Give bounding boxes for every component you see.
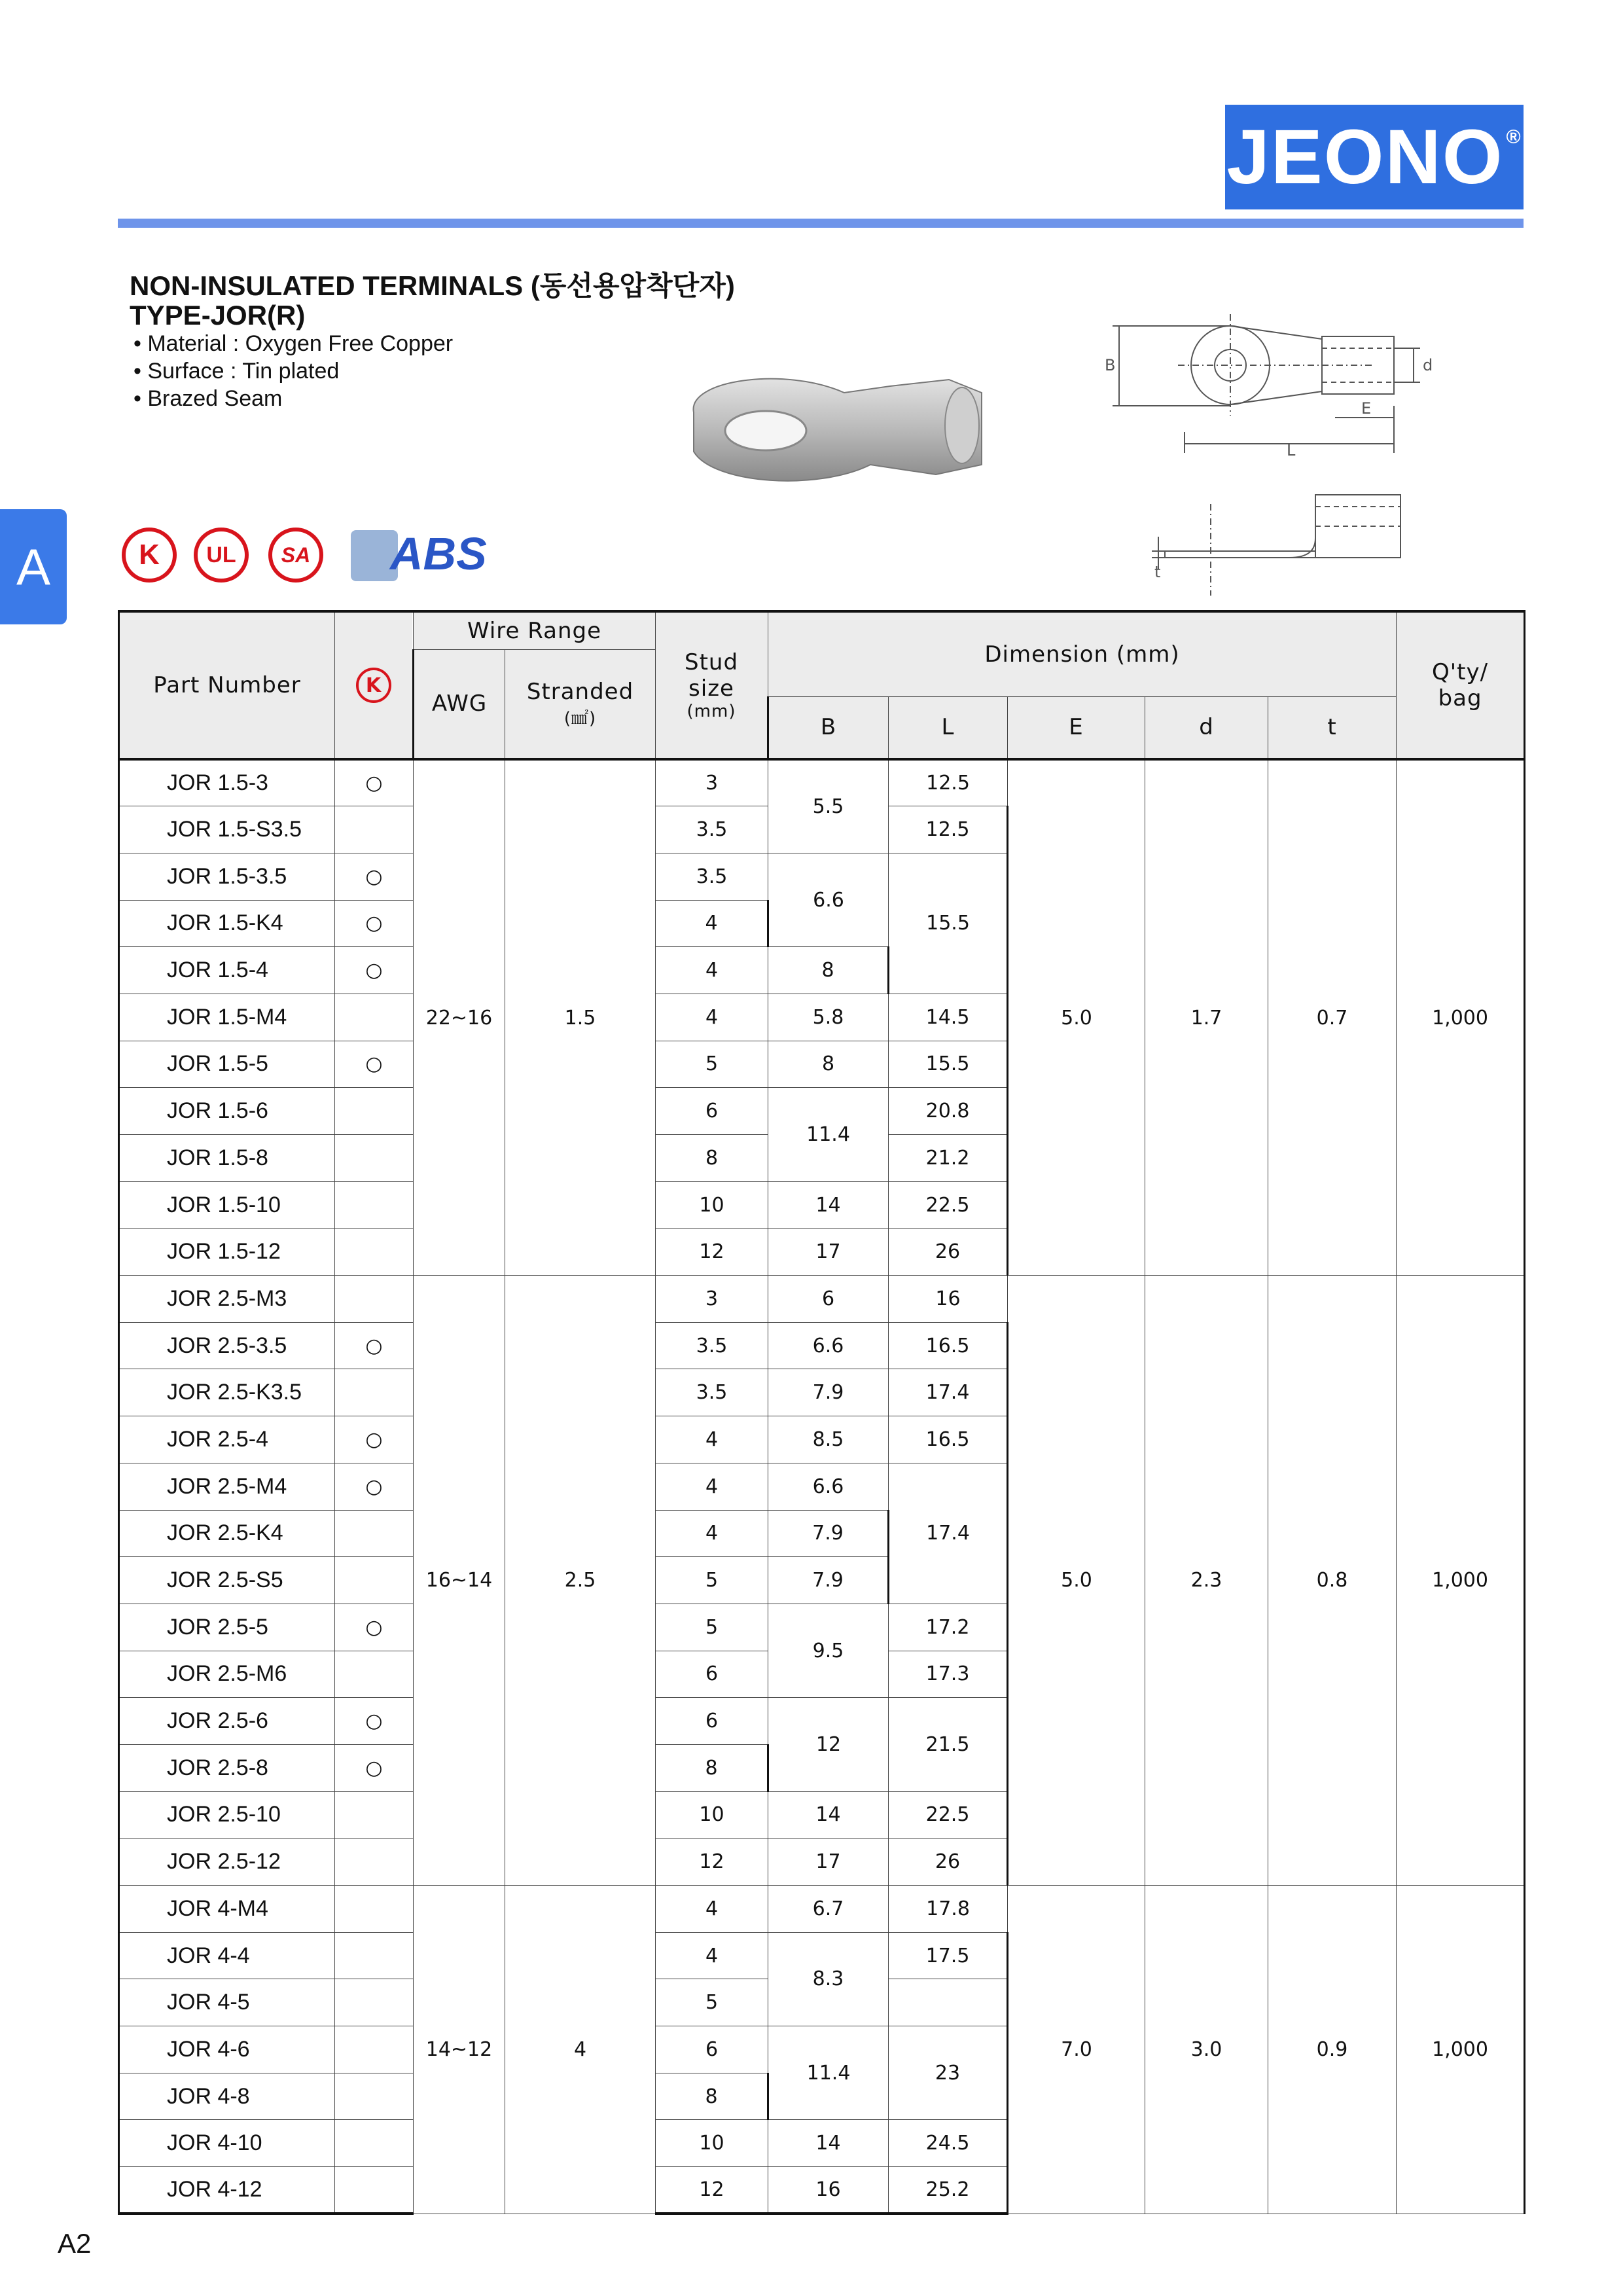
- kc-cert-cell: ○: [335, 853, 414, 900]
- registered-mark: ®: [1506, 126, 1522, 148]
- product-title: NON-INSULATED TERMINALS (동선용압착단자): [130, 270, 735, 301]
- part-number-cell: JOR 1.5-8: [119, 1135, 335, 1182]
- dim-label-t: t: [1154, 563, 1161, 581]
- stud-size-cell: 5: [656, 1041, 768, 1088]
- header-part-number: Part Number: [119, 611, 335, 759]
- dim-b-cell: 7.9: [768, 1369, 889, 1416]
- stud-size-cell: 3.5: [656, 1322, 768, 1369]
- part-number-cell: JOR 1.5-5: [119, 1041, 335, 1088]
- part-number-cell: JOR 2.5-M4: [119, 1463, 335, 1510]
- brand-name: JEONO: [1226, 114, 1504, 200]
- dim-l-cell: 17.2: [889, 1604, 1008, 1651]
- kc-cert-cell: ○: [335, 1744, 414, 1791]
- kc-cert-cell: ○: [335, 1416, 414, 1463]
- header-stranded-label: Stranded: [526, 678, 634, 705]
- kc-mark-logo: K: [122, 528, 177, 583]
- kc-cert-cell: ○: [335, 1041, 414, 1088]
- kc-cert-cell: ○: [335, 759, 414, 806]
- dim-l-cell: 17.5: [889, 1932, 1008, 1979]
- dim-b-cell: 8.5: [768, 1416, 889, 1463]
- spec-seam: • Brazed Seam: [134, 386, 283, 411]
- abs-logo: ABS: [390, 528, 487, 579]
- dim-l-cell: 24.5: [889, 2120, 1008, 2167]
- dim-d-cell: 3.0: [1145, 1886, 1268, 2214]
- dim-e-cell: 7.0: [1008, 1886, 1145, 2214]
- dim-l-cell: [889, 1979, 1008, 2026]
- part-number-cell: JOR 1.5-3.5: [119, 853, 335, 900]
- dim-l-cell: 16.5: [889, 1322, 1008, 1369]
- page-number: A2: [58, 2228, 92, 2259]
- part-number-cell: JOR 2.5-K4: [119, 1510, 335, 1557]
- dim-b-cell: 12: [768, 1698, 889, 1791]
- stranded-cell: 1.5: [505, 759, 656, 1276]
- header-stud-size: [656, 611, 768, 759]
- stud-size-cell: 6: [656, 1651, 768, 1698]
- dim-t-cell: 0.9: [1268, 1886, 1397, 2214]
- stud-size-cell: 5: [656, 1979, 768, 2026]
- dim-t-cell: 0.8: [1268, 1276, 1397, 1886]
- kc-cert-cell: [335, 1229, 414, 1276]
- spec-table: [118, 610, 1525, 2215]
- kc-cert-cell: ○: [335, 1322, 414, 1369]
- dim-label-d: d: [1423, 356, 1433, 374]
- dimension-drawing: [1099, 308, 1440, 596]
- stud-size-cell: 4: [656, 1416, 768, 1463]
- dim-b-cell: 11.4: [768, 1088, 889, 1181]
- dim-l-cell: 21.5: [889, 1698, 1008, 1791]
- part-number-cell: JOR 1.5-S3.5: [119, 806, 335, 853]
- ul-logo: UL: [194, 528, 249, 583]
- part-number-cell: JOR 1.5-4: [119, 947, 335, 994]
- part-number-cell: JOR 2.5-8: [119, 1744, 335, 1791]
- dim-b-cell: 7.9: [768, 1510, 889, 1557]
- dim-l-cell: 16: [889, 1276, 1008, 1323]
- dim-b-cell: 9.5: [768, 1604, 889, 1697]
- part-number-cell: JOR 1.5-M4: [119, 994, 335, 1041]
- spec-surface: • Surface : Tin plated: [134, 359, 340, 384]
- dim-b-cell: 6.6: [768, 1463, 889, 1510]
- kc-mark-icon: K: [356, 668, 391, 703]
- stud-size-cell: 12: [656, 2167, 768, 2214]
- header-stranded-unit: (㎟): [563, 708, 597, 728]
- header-bag-label: bag: [1438, 685, 1482, 711]
- kc-cert-cell: [335, 1369, 414, 1416]
- dim-label-e: E: [1361, 399, 1372, 418]
- dim-l-cell: 25.2: [889, 2167, 1008, 2214]
- spec-material: • Material : Oxygen Free Copper: [134, 331, 454, 356]
- dim-label-b: B: [1105, 356, 1116, 374]
- kc-cert-cell: [335, 1791, 414, 1839]
- awg-cell: 14~12: [414, 1886, 505, 2214]
- header-stud-label: Stud: [684, 649, 739, 675]
- part-number-cell: JOR 2.5-M6: [119, 1651, 335, 1698]
- part-number-cell: JOR 2.5-4: [119, 1416, 335, 1463]
- dim-l-cell: 14.5: [889, 994, 1008, 1041]
- kc-cert-cell: [335, 2073, 414, 2120]
- header-size-label: size: [688, 675, 734, 702]
- dim-b-cell: 6.6: [768, 1322, 889, 1369]
- header-dim-e: E: [1008, 696, 1145, 759]
- kc-cert-cell: [335, 1135, 414, 1182]
- header-qty: [1397, 611, 1525, 759]
- awg-cell: 22~16: [414, 759, 505, 1276]
- kc-cert-cell: [335, 1557, 414, 1604]
- dim-b-cell: 6: [768, 1276, 889, 1323]
- header-dim-l: L: [889, 696, 1008, 759]
- kc-cert-cell: [335, 1839, 414, 1886]
- dim-l-cell: 12.5: [889, 806, 1008, 853]
- stud-size-cell: 3.5: [656, 1369, 768, 1416]
- part-number-cell: JOR 4-6: [119, 2026, 335, 2073]
- part-number-cell: JOR 2.5-3.5: [119, 1322, 335, 1369]
- kc-cert-cell: [335, 2026, 414, 2073]
- part-number-cell: JOR 1.5-12: [119, 1229, 335, 1276]
- part-number-cell: JOR 4-M4: [119, 1886, 335, 1933]
- kc-cert-cell: [335, 1181, 414, 1229]
- header-dim-t: t: [1268, 696, 1397, 759]
- stud-size-cell: 3: [656, 1276, 768, 1323]
- header-dim-b: B: [768, 696, 889, 759]
- qty-cell: 1,000: [1397, 759, 1525, 1276]
- part-number-cell: JOR 1.5-10: [119, 1181, 335, 1229]
- header-stranded: [505, 649, 656, 759]
- kc-cert-cell: [335, 1510, 414, 1557]
- stud-size-cell: 3.5: [656, 806, 768, 853]
- stud-size-cell: 12: [656, 1839, 768, 1886]
- stud-size-cell: 10: [656, 1181, 768, 1229]
- header-wire-range: Wire Range: [414, 611, 656, 649]
- table-row: [119, 759, 1525, 806]
- header-awg: AWG: [414, 649, 505, 759]
- part-number-cell: JOR 1.5-3: [119, 759, 335, 806]
- dim-l-cell: 17.4: [889, 1463, 1008, 1604]
- dim-l-cell: 17.8: [889, 1886, 1008, 1933]
- stranded-cell: 4: [505, 1886, 656, 2214]
- dim-l-cell: 26: [889, 1229, 1008, 1276]
- part-number-cell: JOR 4-12: [119, 2167, 335, 2214]
- header-stud-unit: (mm): [687, 702, 736, 721]
- kc-cert-cell: ○: [335, 1698, 414, 1745]
- qty-cell: 1,000: [1397, 1276, 1525, 1886]
- dim-b-cell: 6.7: [768, 1886, 889, 1933]
- part-number-cell: JOR 2.5-6: [119, 1698, 335, 1745]
- table-row: [119, 1886, 1525, 1933]
- part-number-cell: JOR 2.5-5: [119, 1604, 335, 1651]
- part-number-cell: JOR 4-4: [119, 1932, 335, 1979]
- dim-b-cell: 16: [768, 2167, 889, 2214]
- stud-size-cell: 12: [656, 1229, 768, 1276]
- stud-size-cell: 8: [656, 1744, 768, 1791]
- kc-cert-cell: [335, 1932, 414, 1979]
- kc-cert-cell: ○: [335, 1604, 414, 1651]
- kc-cert-cell: [335, 1979, 414, 2026]
- stud-size-cell: 4: [656, 1886, 768, 1933]
- stud-size-cell: 4: [656, 1463, 768, 1510]
- awg-cell: 16~14: [414, 1276, 505, 1886]
- dim-b-cell: 5.8: [768, 994, 889, 1041]
- kc-cert-cell: ○: [335, 900, 414, 947]
- stud-size-cell: 4: [656, 900, 768, 947]
- dim-b-cell: 8: [768, 1041, 889, 1088]
- dim-l-cell: 12.5: [889, 759, 1008, 806]
- dim-l-cell: 20.8: [889, 1088, 1008, 1135]
- dim-l-cell: 23: [889, 2026, 1008, 2120]
- stud-size-cell: 6: [656, 2026, 768, 2073]
- spec-table-body: [119, 759, 1525, 2214]
- dim-l-cell: 26: [889, 1839, 1008, 1886]
- stud-size-cell: 3.5: [656, 853, 768, 900]
- stud-size-cell: 4: [656, 1932, 768, 1979]
- dim-l-cell: 16.5: [889, 1416, 1008, 1463]
- part-number-cell: JOR 2.5-M3: [119, 1276, 335, 1323]
- part-number-cell: JOR 4-8: [119, 2073, 335, 2120]
- kc-cert-cell: [335, 994, 414, 1041]
- stud-size-cell: 4: [656, 947, 768, 994]
- kc-cert-cell: [335, 806, 414, 853]
- table-row: [119, 1276, 1525, 1323]
- header-qty-label: Q'ty/: [1432, 659, 1489, 685]
- part-number-cell: JOR 1.5-K4: [119, 900, 335, 947]
- header-dimension: Dimension (mm): [768, 611, 1397, 696]
- dim-l-cell: 17.4: [889, 1369, 1008, 1416]
- kc-cert-cell: [335, 2120, 414, 2167]
- dim-b-cell: 17: [768, 1839, 889, 1886]
- dim-l-cell: 22.5: [889, 1791, 1008, 1839]
- part-number-cell: JOR 2.5-K3.5: [119, 1369, 335, 1416]
- stud-size-cell: 5: [656, 1557, 768, 1604]
- kc-cert-cell: [335, 2167, 414, 2214]
- dim-t-cell: 0.7: [1268, 759, 1397, 1276]
- stud-size-cell: 4: [656, 1510, 768, 1557]
- stud-size-cell: 5: [656, 1604, 768, 1651]
- dim-label-l: L: [1287, 441, 1296, 459]
- dim-b-cell: 14: [768, 2120, 889, 2167]
- kc-cert-cell: [335, 1088, 414, 1135]
- header-rule: [118, 219, 1524, 228]
- dim-b-cell: 8.3: [768, 1932, 889, 2026]
- stud-size-cell: 10: [656, 2120, 768, 2167]
- kc-cert-cell: ○: [335, 947, 414, 994]
- kc-cert-cell: [335, 1276, 414, 1323]
- dim-b-cell: 11.4: [768, 2026, 889, 2120]
- part-number-cell: JOR 2.5-S5: [119, 1557, 335, 1604]
- dim-l-cell: 17.3: [889, 1651, 1008, 1698]
- part-number-cell: JOR 4-10: [119, 2120, 335, 2167]
- product-type: TYPE-JOR(R): [130, 300, 306, 331]
- dim-l-cell: 15.5: [889, 1041, 1008, 1088]
- terminal-photo: [674, 367, 1014, 497]
- part-number-cell: JOR 1.5-6: [119, 1088, 335, 1135]
- part-number-cell: JOR 2.5-12: [119, 1839, 335, 1886]
- dim-d-cell: 2.3: [1145, 1276, 1268, 1886]
- stud-size-cell: 10: [656, 1791, 768, 1839]
- dim-b-cell: 6.6: [768, 853, 889, 946]
- dim-e-cell: 5.0: [1008, 759, 1145, 1276]
- dim-b-cell: 14: [768, 1791, 889, 1839]
- qty-cell: 1,000: [1397, 1886, 1525, 2214]
- dim-b-cell: 8: [768, 947, 889, 994]
- kc-cert-cell: [335, 1651, 414, 1698]
- kc-cert-cell: [335, 1886, 414, 1933]
- dim-b-cell: 14: [768, 1181, 889, 1229]
- stud-size-cell: 8: [656, 2073, 768, 2120]
- stranded-cell: 2.5: [505, 1276, 656, 1886]
- dim-e-cell: 5.0: [1008, 1276, 1145, 1886]
- section-tab: A: [0, 509, 67, 624]
- header-kc-mark: [335, 611, 414, 759]
- dim-b-cell: 17: [768, 1229, 889, 1276]
- stud-size-cell: 3: [656, 759, 768, 806]
- stud-size-cell: 8: [656, 1135, 768, 1182]
- part-number-cell: JOR 4-5: [119, 1979, 335, 2026]
- header-dim-d: d: [1145, 696, 1268, 759]
- stud-size-cell: 6: [656, 1698, 768, 1745]
- csa-logo: SA: [268, 528, 323, 583]
- dim-d-cell: 1.7: [1145, 759, 1268, 1276]
- brand-logo: [1225, 105, 1524, 209]
- kc-cert-cell: ○: [335, 1463, 414, 1510]
- stud-size-cell: 6: [656, 1088, 768, 1135]
- dim-b-cell: 7.9: [768, 1557, 889, 1604]
- dim-l-cell: 21.2: [889, 1135, 1008, 1182]
- stud-size-cell: 4: [656, 994, 768, 1041]
- dim-l-cell: 15.5: [889, 853, 1008, 994]
- dim-l-cell: 22.5: [889, 1181, 1008, 1229]
- part-number-cell: JOR 2.5-10: [119, 1791, 335, 1839]
- dim-b-cell: 5.5: [768, 759, 889, 853]
